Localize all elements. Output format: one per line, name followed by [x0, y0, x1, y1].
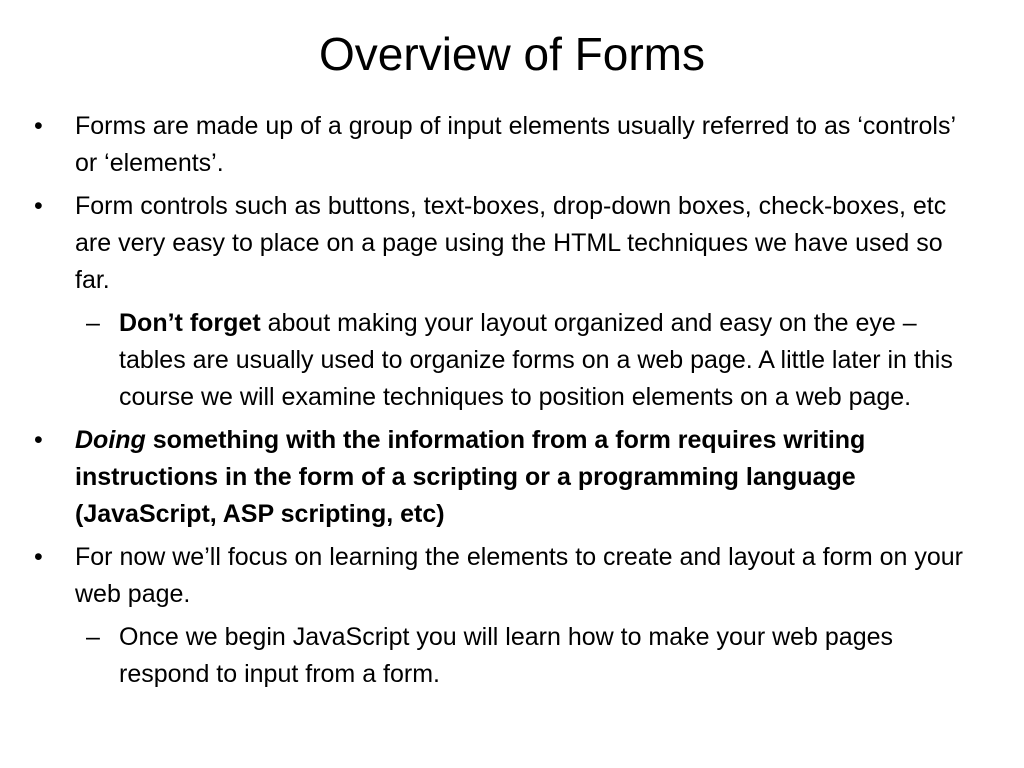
- bullet-text: Form controls such as buttons, text-boxes, drop-down boxes, check-boxes, etc are very easy to place on a page using the HTML techniques we have used so far.: [75, 192, 947, 294]
- bullet-text: Once we begin JavaScript you will learn how to make your web pages respond to input from a form.: [119, 623, 894, 688]
- sub-bullet-item: [34, 305, 984, 416]
- bullet-text: about making your layout organized and easy on the eye – tables are usually used to organize forms on a web page. A little later in this course we will examine techniques to position elements on a web page.: [119, 309, 953, 411]
- bullet-emphasis: Don’t forget: [119, 309, 261, 337]
- dash-marker: –: [86, 623, 100, 651]
- bullet-text: Forms are made up of a group of input elements usually referred to as ‘controls’ or ‘elements’.: [75, 112, 956, 177]
- bullet-emphasis: Doing: [75, 426, 146, 454]
- slide-title: Overview of Forms: [319, 28, 705, 80]
- bullet-marker: •: [34, 112, 43, 140]
- slide-content: [34, 108, 984, 699]
- sub-bullet-item: [34, 619, 984, 693]
- bullet-item: [34, 188, 984, 299]
- bullet-text: For now we’ll focus on learning the elements to create and layout a form on your web page.: [75, 543, 963, 608]
- bullet-marker: •: [34, 192, 43, 220]
- bullet-item: [34, 422, 984, 533]
- bullet-item: [34, 539, 984, 613]
- bullet-item: [34, 108, 984, 182]
- bullet-marker: •: [34, 543, 43, 571]
- dash-marker: –: [86, 309, 100, 337]
- bullet-marker: •: [34, 426, 43, 454]
- bullet-text-bold: something with the information from a form requires writing instructions in the form of a scripting or a programming language (JavaScript, ASP scripting, etc): [75, 426, 866, 528]
